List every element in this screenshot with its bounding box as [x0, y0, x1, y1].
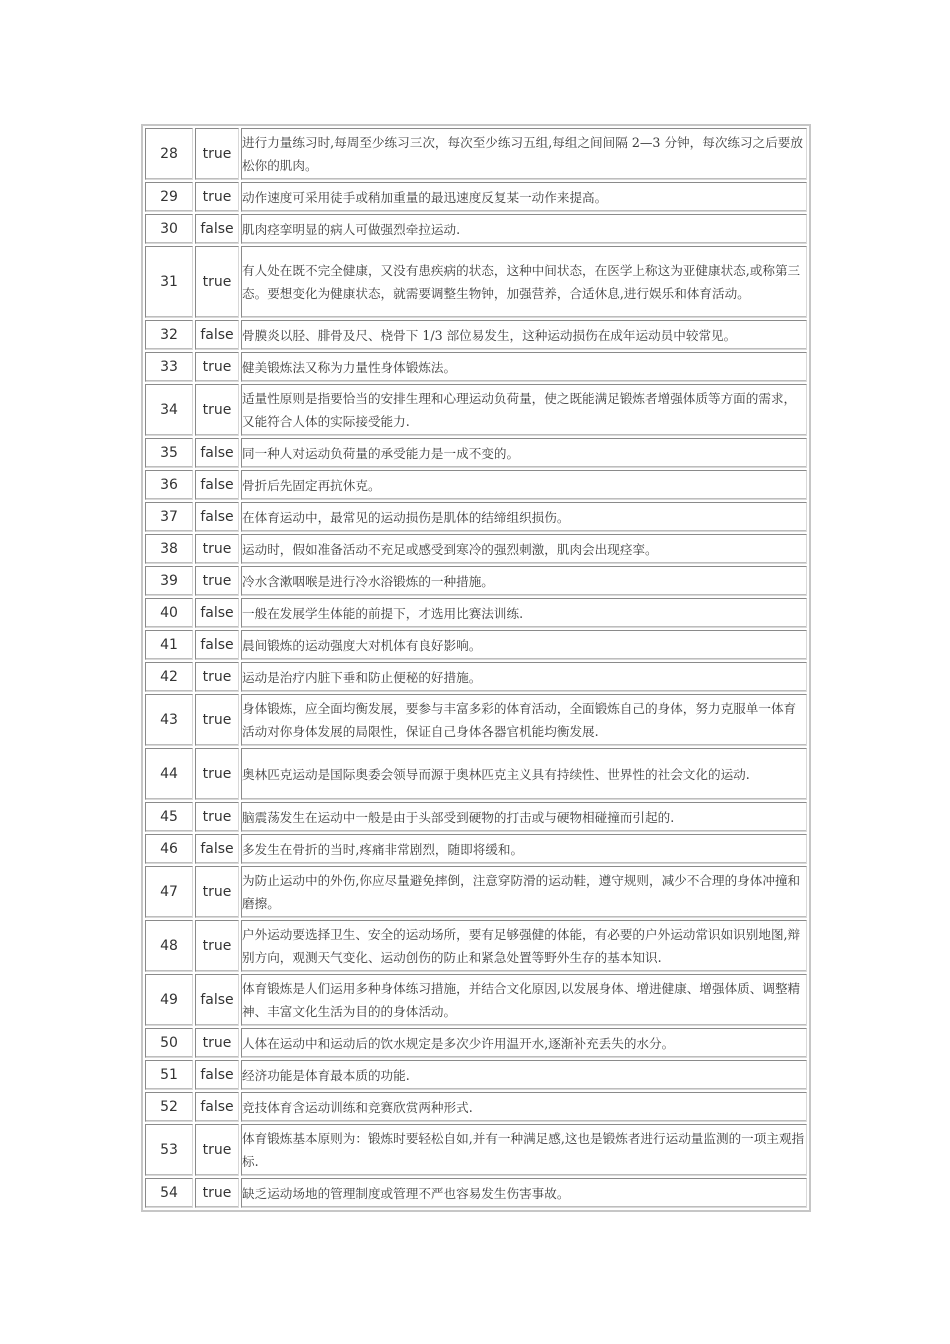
question-number: 53 [145, 1124, 193, 1176]
question-statement: 骨折后先固定再抗休克。 [241, 470, 807, 500]
question-statement: 多发生在骨折的当时,疼痛非常剧烈，随即将缓和。 [241, 834, 807, 864]
question-number: 47 [145, 866, 193, 918]
table-row [145, 438, 807, 468]
question-statement: 缺乏运动场地的管理制度或管理不严也容易发生伤害事故。 [241, 1178, 807, 1208]
question-statement: 同一种人对运动负荷量的承受能力是一成不变的。 [241, 438, 807, 468]
table-row [145, 802, 807, 832]
answer-value: true [195, 662, 239, 692]
table-row [145, 1060, 807, 1090]
answer-value: false [195, 438, 239, 468]
table-row [145, 1028, 807, 1058]
question-statement: 人体在运动中和运动后的饮水规定是多次少许用温开水,逐渐补充丢失的水分。 [241, 1028, 807, 1058]
table-row [145, 630, 807, 660]
answer-value: true [195, 748, 239, 800]
answer-value: false [195, 834, 239, 864]
table-row [145, 834, 807, 864]
answer-value: false [195, 1092, 239, 1122]
question-number: 37 [145, 502, 193, 532]
question-number: 39 [145, 566, 193, 596]
answer-value: false [195, 320, 239, 350]
question-number: 42 [145, 662, 193, 692]
table-row [145, 320, 807, 350]
answer-value: false [195, 470, 239, 500]
question-statement: 一般在发展学生体能的前提下，才选用比赛法训练. [241, 598, 807, 628]
question-table [143, 126, 809, 1210]
question-statement: 冷水含漱咽喉是进行冷水浴锻炼的一种措施。 [241, 566, 807, 596]
question-statement: 身体锻炼，应全面均衡发展，要参与丰富多彩的体育活动，全面锻炼自己的身体，努力克服单一体育活动对你身体发展的局限性，保证自己身体各器官机能均衡发展. [241, 694, 807, 746]
answer-value: true [195, 1124, 239, 1176]
answer-value: false [195, 598, 239, 628]
question-number: 52 [145, 1092, 193, 1122]
answer-value: true [195, 352, 239, 382]
table-row [145, 470, 807, 500]
answer-value: true [195, 1178, 239, 1208]
question-number: 38 [145, 534, 193, 564]
table-row [145, 352, 807, 382]
question-number: 31 [145, 246, 193, 318]
table-row [145, 1092, 807, 1122]
answer-value: true [195, 694, 239, 746]
question-number: 30 [145, 214, 193, 244]
table-row [145, 182, 807, 212]
table-body [145, 128, 807, 1208]
question-number: 36 [145, 470, 193, 500]
table-row [145, 502, 807, 532]
table-row [145, 694, 807, 746]
question-number: 40 [145, 598, 193, 628]
question-statement: 竞技体育含运动训练和竞赛欣赏两种形式. [241, 1092, 807, 1122]
answer-value: true [195, 534, 239, 564]
answer-value: true [195, 866, 239, 918]
question-number: 43 [145, 694, 193, 746]
question-number: 32 [145, 320, 193, 350]
question-number: 49 [145, 974, 193, 1026]
question-statement: 户外运动要选择卫生、安全的运动场所，要有足够强健的体能，有必要的户外运动常识如识别地图,辩别方向，观测天气变化、运动创伤的防止和紧急处置等野外生存的基本知识. [241, 920, 807, 972]
question-number: 33 [145, 352, 193, 382]
answer-value: true [195, 246, 239, 318]
question-statement: 有人处在既不完全健康，又没有患疾病的状态，这种中间状态，在医学上称这为亚健康状态,或称第三态。要想变化为健康状态，就需要调整生物钟，加强营养，合适休息,进行娱乐和体育活动。 [241, 246, 807, 318]
table-row [145, 974, 807, 1026]
answer-value: true [195, 1028, 239, 1058]
question-number: 50 [145, 1028, 193, 1058]
question-number: 44 [145, 748, 193, 800]
question-statement: 骨膜炎以胫、腓骨及尺、桡骨下 1/3 部位易发生，这种运动损伤在成年运动员中较常见。 [241, 320, 807, 350]
question-number: 34 [145, 384, 193, 436]
table-row [145, 566, 807, 596]
table-row [145, 598, 807, 628]
table-row [145, 128, 807, 180]
table-row [145, 748, 807, 800]
question-statement: 在体育运动中，最常见的运动损伤是肌体的结缔组织损伤。 [241, 502, 807, 532]
table-row [145, 384, 807, 436]
table-row [145, 866, 807, 918]
question-number: 46 [145, 834, 193, 864]
question-number: 28 [145, 128, 193, 180]
question-statement: 健美锻炼法又称为力量性身体锻炼法。 [241, 352, 807, 382]
table-row [145, 214, 807, 244]
answer-value: true [195, 802, 239, 832]
question-number: 45 [145, 802, 193, 832]
table-row [145, 1178, 807, 1208]
question-statement: 经济功能是体育最本质的功能. [241, 1060, 807, 1090]
question-statement: 运动是治疗内脏下垂和防止便秘的好措施。 [241, 662, 807, 692]
answer-value: false [195, 630, 239, 660]
answer-value: true [195, 566, 239, 596]
table-row [145, 534, 807, 564]
table-row [145, 1124, 807, 1176]
answer-value: true [195, 128, 239, 180]
question-number: 35 [145, 438, 193, 468]
table-row [145, 662, 807, 692]
question-statement: 体育锻炼是人们运用多种身体练习措施，并结合文化原因,以发展身体、增进健康、增强体质、调整精神、丰富文化生活为目的的身体活动。 [241, 974, 807, 1026]
question-statement: 脑震荡发生在运动中一般是由于头部受到硬物的打击或与硬物相碰撞而引起的. [241, 802, 807, 832]
question-statement: 体育锻炼基本原则为：锻炼时要轻松自如,并有一种满足感,这也是锻炼者进行运动量监测的一项主观指标. [241, 1124, 807, 1176]
question-statement: 奥林匹克运动是国际奥委会领导而源于奥林匹克主义具有持续性、世界性的社会文化的运动. [241, 748, 807, 800]
answer-value: false [195, 214, 239, 244]
question-statement: 适量性原则是指要恰当的安排生理和心理运动负荷量，使之既能满足锻炼者增强体质等方面的需求，又能符合人体的实际接受能力. [241, 384, 807, 436]
answer-value: false [195, 1060, 239, 1090]
answer-value: true [195, 384, 239, 436]
answer-value: true [195, 182, 239, 212]
question-statement: 晨间锻炼的运动强度大对机体有良好影响。 [241, 630, 807, 660]
answer-value: true [195, 920, 239, 972]
question-number: 29 [145, 182, 193, 212]
table-row [145, 246, 807, 318]
answer-value: false [195, 502, 239, 532]
question-statement: 为防止运动中的外伤,你应尽量避免摔倒，注意穿防滑的运动鞋，遵守规则，减少不合理的身体冲撞和磨擦。 [241, 866, 807, 918]
true-false-table [141, 124, 811, 1212]
question-statement: 动作速度可采用徒手或稍加重量的最迅速度反复某一动作来提高。 [241, 182, 807, 212]
table-row [145, 920, 807, 972]
question-statement: 肌肉痉挛明显的病人可做强烈牵拉运动. [241, 214, 807, 244]
question-number: 48 [145, 920, 193, 972]
question-statement: 运动时，假如准备活动不充足或感受到寒冷的强烈刺激，肌肉会出现痉挛。 [241, 534, 807, 564]
question-statement: 进行力量练习时,每周至少练习三次，每次至少练习五组,每组之间间隔 2—3 分钟，每次练习之后要放松你的肌肉。 [241, 128, 807, 180]
answer-value: false [195, 974, 239, 1026]
question-number: 51 [145, 1060, 193, 1090]
question-number: 41 [145, 630, 193, 660]
question-number: 54 [145, 1178, 193, 1208]
